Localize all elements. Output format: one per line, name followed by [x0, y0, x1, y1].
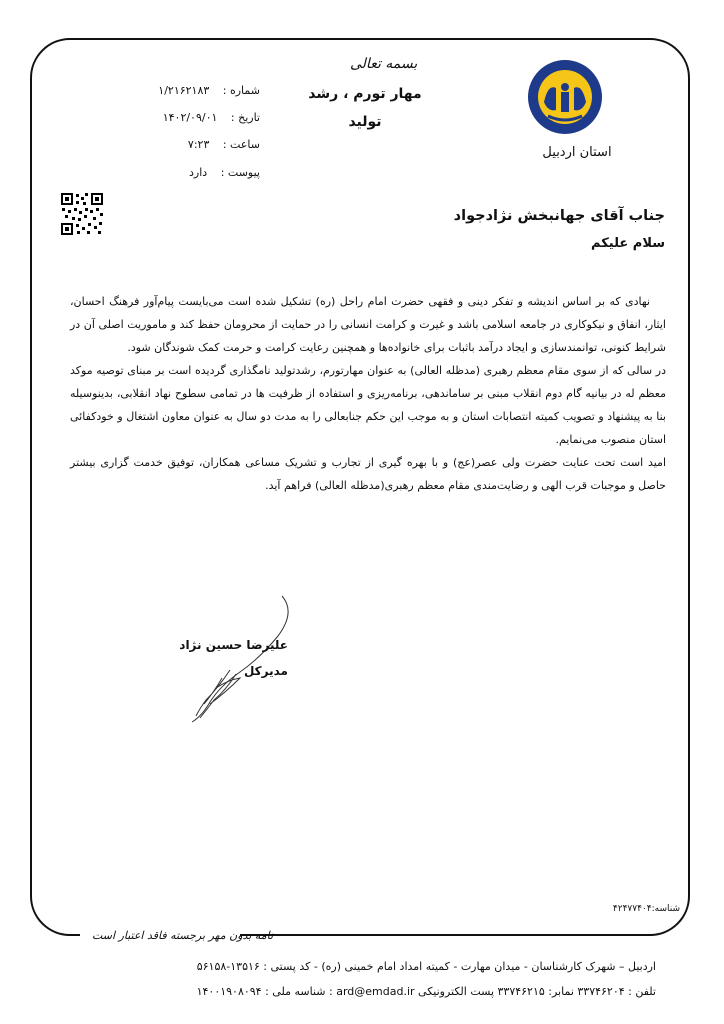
signatory-title: مدیرکل — [243, 664, 288, 678]
attachment-label: پیوست : — [220, 166, 260, 179]
signatory-name: علیرضا حسین نژاد — [179, 638, 288, 652]
paragraph-3: امید است تحت عنایت حضرت ولی عصر(عج) و با بهره گیری از تجارب و تشریک مساعی همکاران، توفیق خدمت گزاری بیشتر حاصل و موجبات قرب الهی و رضایت‌مندی مقام معظم رهبری(مدظله العالی) فراهم آید. — [70, 456, 666, 492]
time-value: ۷:۲۳ — [187, 138, 210, 151]
footer-address: اردبیل – شهرک کارشناسان - میدان مهارت - کمیته امداد امام خمینی (ره) - کد پستی : ۱۳۵۱۶-۵۶۱۵۸ — [196, 960, 656, 973]
year-slogan-line-2: تولید — [348, 114, 382, 130]
footer-contact: تلفن : ۳۳۷۴۶۲۰۴ نمابر: ۳۳۷۴۶۲۱۵ پست الکترونیکی ard@emdad.ir : شناسه ملی : ۱۴۰۰۱۹۰۸۰۹۴ — [196, 985, 656, 998]
meta-attachment — [120, 166, 260, 179]
handwritten-signature-icon — [170, 592, 300, 728]
time-label: ساعت : — [222, 138, 260, 151]
number-value: ۱/۲۱۶۲۱۸۳ — [158, 84, 210, 97]
document-id: شناسه:۴۲۴۷۷۴۰۴ — [612, 904, 680, 914]
organization-logo-icon — [526, 58, 604, 136]
number-label: شماره : — [222, 84, 260, 97]
addressee: جناب آقای جهانبخش نژادجواد — [453, 208, 665, 224]
greeting: سلام علیکم — [591, 236, 665, 251]
date-label: تاریخ : — [230, 111, 260, 124]
paragraph-2: در سالی که از سوی مقام معظم رهبری (مدظله العالی) به عنوان مهارتورم، رشدتولید نامگذاری گردیده است بر مبنای توصیه موکد معظم له در بیانیه گام دوم انقلاب مبنی بر ساماندهی، برنامه‌ریزی و استفاده از ظرفیت ها در تمامی سطوح نهاد انقلابی، بدینوسیله بنا به پیشنهاد و تصویب کمیته انتصابات استان و به موجب این حکم جنابعالی را به مدت دو سال به عنوان معاون اشتغال و خودکفائی استان منصوب می‌نمایم. — [70, 364, 666, 446]
embossed-seal-note: نامه بدون مهر برجسته فاقد اعتبار است — [92, 929, 274, 942]
meta-time — [120, 138, 260, 151]
letter-body — [70, 290, 666, 497]
attachment-value: دارد — [189, 166, 208, 179]
province-label: استان اردبیل — [542, 145, 612, 160]
date-value: ۱۴۰۲/۰۹/۰۱ — [162, 111, 218, 124]
bismillah-heading: بسمه تعالی — [350, 56, 418, 72]
year-slogan-line-1: مهار تورم ، رشد — [308, 86, 422, 102]
meta-number — [120, 84, 260, 97]
meta-date — [120, 111, 260, 124]
qr-code-icon — [60, 192, 104, 236]
paragraph-1: نهادی که بر اساس اندیشه و تفکر دینی و فقهی حضرت امام راحل (ره) تشکیل شده است می‌بایست پیام‌آور فرهنگ احسان، ایثار، انفاق و نیکوکاری در جامعه اسلامی باشد و غیرت و کرامت انسانی را در حمایت از محرومان حفظ کند و ماموریت اصلی آن در شرایط کنونی، توانمندسازی و ایجاد درآمد باثبات برای خانواده‌ها و همچنین رعایت کرامت و حرمت کمک شوندگان شود. — [70, 295, 666, 354]
